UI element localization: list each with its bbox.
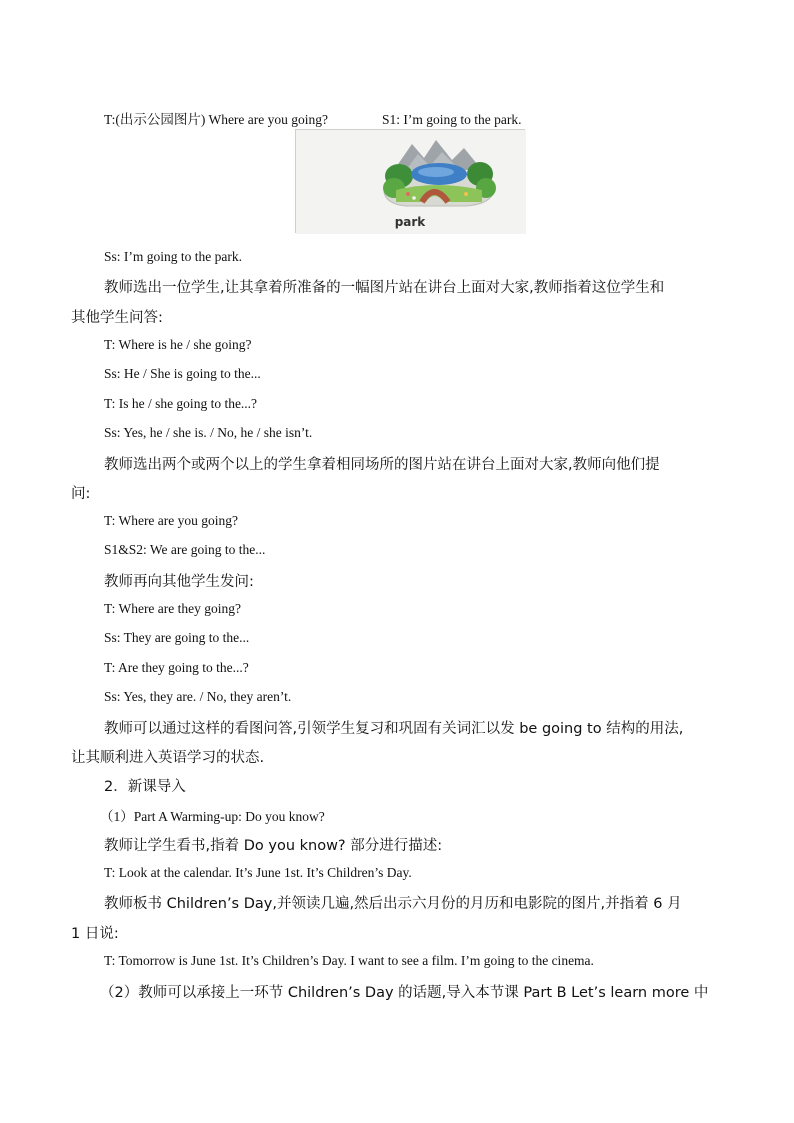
dialogue-line: Ss: Yes, they are. / No, they aren’t. xyxy=(104,689,292,704)
teacher-question: T:(出示公园图片) Where are you going? xyxy=(104,112,329,127)
instruction-line: 教师选出一位学生,让其拿着所准备的一幅图片站在讲台上面对大家,教师指着这位学生和 xyxy=(104,280,665,296)
dialogue-line: Ss: Yes, he / she is. / No, he / she isn’t. xyxy=(104,425,313,440)
dialogue-line: T: Where are you going? xyxy=(104,513,239,528)
park-picture xyxy=(295,129,525,233)
subsection-heading: （1）Part A Warming-up: Do you know? xyxy=(100,809,325,824)
dialogue-line xyxy=(104,108,522,128)
instruction-line: （2）教师可以承接上一环节 Children’s Day 的话题,导入本节课 Part B Let’s learn more 中 xyxy=(100,985,709,1001)
instruction-line: 让其顺利进入英语学习的状态. xyxy=(71,750,265,766)
dialogue-line: T: Where is he / she going? xyxy=(104,337,252,352)
instruction-line: 教师再向其他学生发问: xyxy=(104,574,254,590)
instruction-line: 其他学生问答: xyxy=(71,310,163,326)
dialogue-line: T: Where are they going? xyxy=(104,601,242,616)
dialogue-line: Ss: He / She is going to the... xyxy=(104,366,261,381)
instruction-line: 教师板书 Children’s Day,并领读几遍,然后出示六月份的月历和电影院的图片,并指着 6 月 xyxy=(104,896,682,912)
dialogue-line: Ss: They are going to the... xyxy=(104,630,250,645)
instruction-line: 问: xyxy=(71,486,91,502)
instruction-line: 教师可以通过这样的看图问答,引领学生复习和巩固有关词汇以发 be going to 结构的用法, xyxy=(104,721,684,737)
student-answer: S1: I’m going to the park. xyxy=(382,112,522,127)
dialogue-line: T: Look at the calendar. It’s June 1st. It’s Children’s Day. xyxy=(104,865,412,880)
dialogue-line: T: Are they going to the...? xyxy=(104,660,249,675)
dialogue-line: T: Is he / she going to the...? xyxy=(104,396,258,411)
instruction-line: 教师让学生看书,指着 Do you know? 部分进行描述: xyxy=(104,838,443,854)
dialogue-line: Ss: I’m going to the park. xyxy=(104,249,242,264)
dialogue-line: T: Tomorrow is June 1st. It’s Children’s Day. I want to see a film. I’m going to the cinema. xyxy=(104,953,594,968)
dialogue-line: S1&S2: We are going to the... xyxy=(104,542,266,557)
instruction-line: 教师选出两个或两个以上的学生拿着相同场所的图片站在讲台上面对大家,教师向他们提 xyxy=(104,457,660,473)
instruction-line: 1 日说: xyxy=(71,926,119,942)
figure-caption: park xyxy=(394,215,426,229)
section-heading: 2．新课导入 xyxy=(104,779,186,795)
